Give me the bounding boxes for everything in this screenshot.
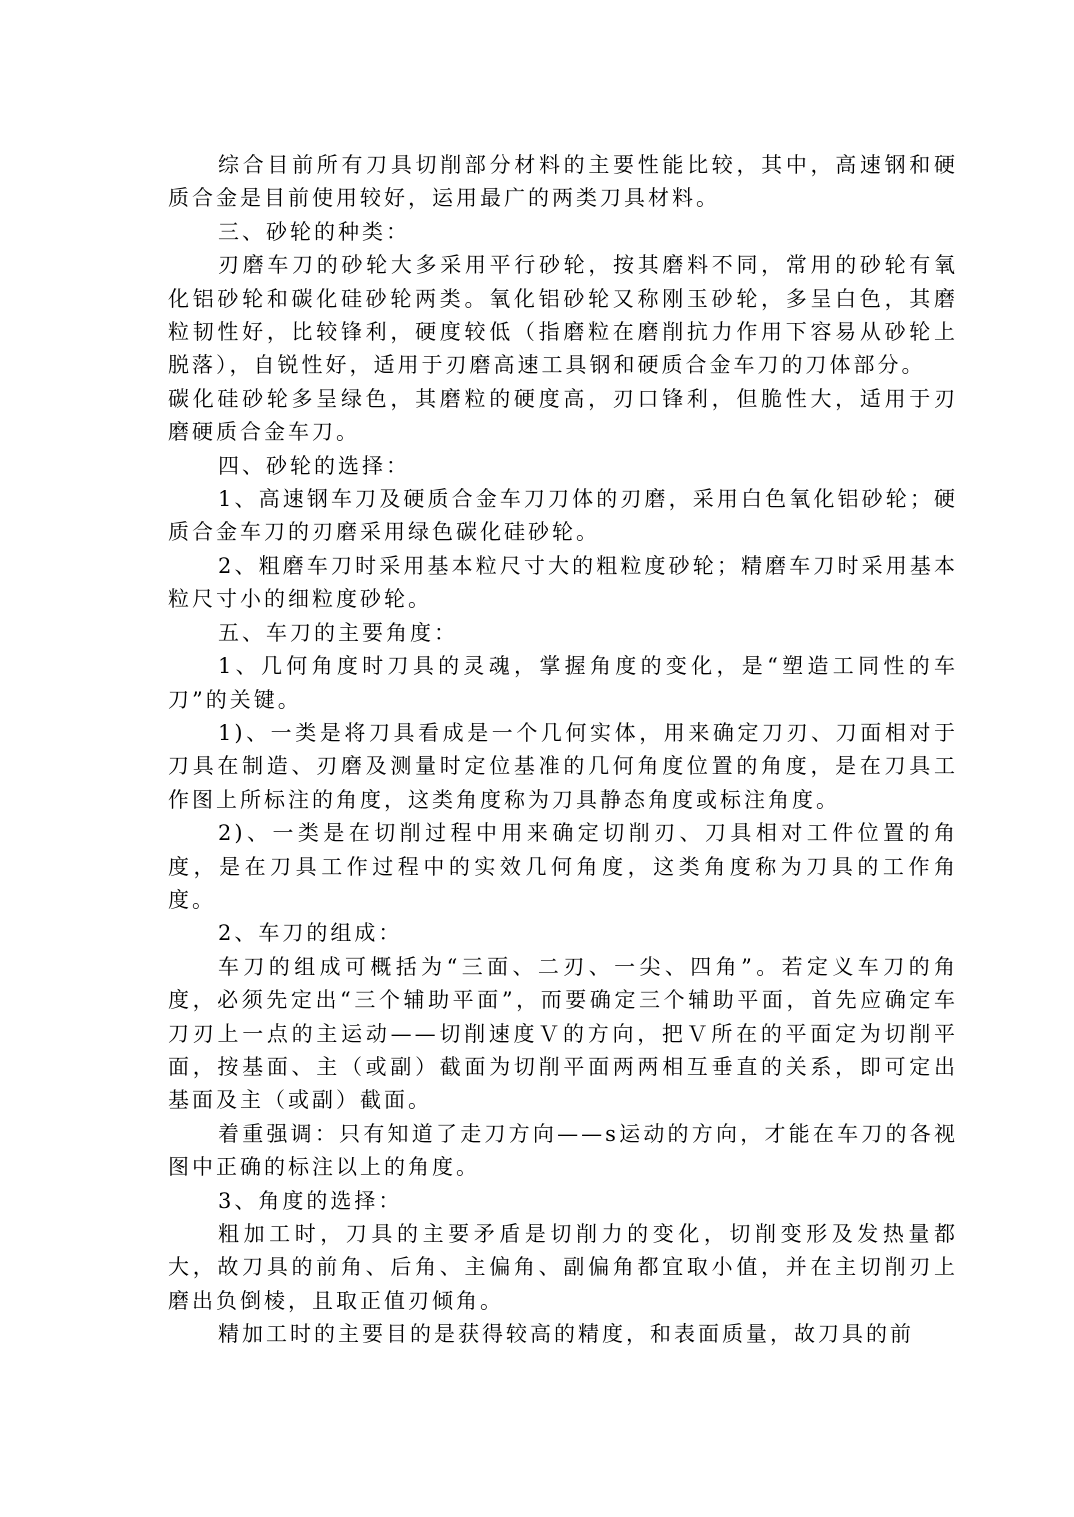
paragraph: 综合目前所有刀具切削部分材料的主要性能比较，其中，高速钢和硬质合金是目前使用较好，运用最广的两类刀具材料。 — [168, 153, 958, 211]
paragraph: 碳化硅砂轮多呈绿色，其磨粒的硬度高，刃口锋利，但脆性大，适用于刃磨硬质合金车刀。 — [168, 386, 958, 445]
paragraph: 2)、一类是在切削过程中用来确定切削刃、刀具相对工件位置的角度，是在刀具工作过程中的实效几何角度，这类角度称为刀具的工作角度。 — [168, 821, 958, 912]
paragraph: 1、几何角度时刀具的灵魂，掌握角度的变化，是“塑造工同性的车刀”的关键。 — [168, 654, 958, 712]
subsection-heading: 2、车刀的组成： — [218, 921, 403, 946]
paragraph: 粗加工时，刀具的主要矛盾是切削力的变化，切削变形及发热量都大，故刀具的前角、后角、主偏角、副偏角都宜取小值，并在主切削刃上磨出负倒棱，且取正值刃倾角。 — [168, 1222, 958, 1313]
section-heading: 三、砂轮的种类： — [218, 219, 410, 244]
paragraph: 着重强调：只有知道了走刀方向——s运动的方向，才能在车刀的各视图中正确的标注以上的角度。 — [168, 1121, 958, 1180]
section-heading: 五、车刀的主要角度： — [218, 620, 458, 645]
section-heading: 四、砂轮的选择： — [218, 453, 410, 478]
subsection-heading: 3、角度的选择： — [218, 1188, 403, 1213]
paragraph: 1、高速钢车刀及硬质合金车刀刀体的刃磨，采用白色氧化铝砂轮；硬质合金车刀的刃磨采用绿色碳化硅砂轮。 — [168, 487, 958, 545]
body-text — [168, 149, 958, 1352]
paragraph: 2、粗磨车刀时采用基本粒尺寸大的粗粒度砂轮；精磨车刀时采用基本粒尺寸小的细粒度砂轮。 — [168, 553, 958, 612]
paragraph: 车刀的组成可概括为“三面、二刃、一尖、四角”。若定义车刀的角度，必须先定出“三个辅助平面”，而要确定三个辅助平面，首先应确定车刀刃上一点的主运动——切削速度Ｖ的方向，把Ｖ所在的平面定为切削平面，按基面、主（或副）截面为切削平面两两相互垂直的关系，即可定出基面及主（或副）截面。 — [168, 954, 958, 1113]
paragraph: 1)、一类是将刀具看成是一个几何实体，用来确定刀刃、刀面相对于刀具在制造、刃磨及测量时定位基准的几何角度位置的角度，是在刀具工作图上所标注的角度，这类角度称为刀具静态角度或标注角度。 — [168, 720, 958, 812]
paragraph: 精加工时的主要目的是获得较高的精度，和表面质量，故刀具的前 — [218, 1322, 914, 1347]
paragraph: 刃磨车刀的砂轮大多采用平行砂轮，按其磨料不同，常用的砂轮有氧化铝砂轮和碳化硅砂轮两类。氧化铝砂轮又称刚玉砂轮，多呈白色，其磨粒韧性好，比较锋利，硬度较低（指磨粒在磨削抗力作用下容易从砂轮上脱落），自锐性好，适用于刃磨高速工具钢和硬质合金车刀的刀体部分。 — [168, 253, 958, 378]
